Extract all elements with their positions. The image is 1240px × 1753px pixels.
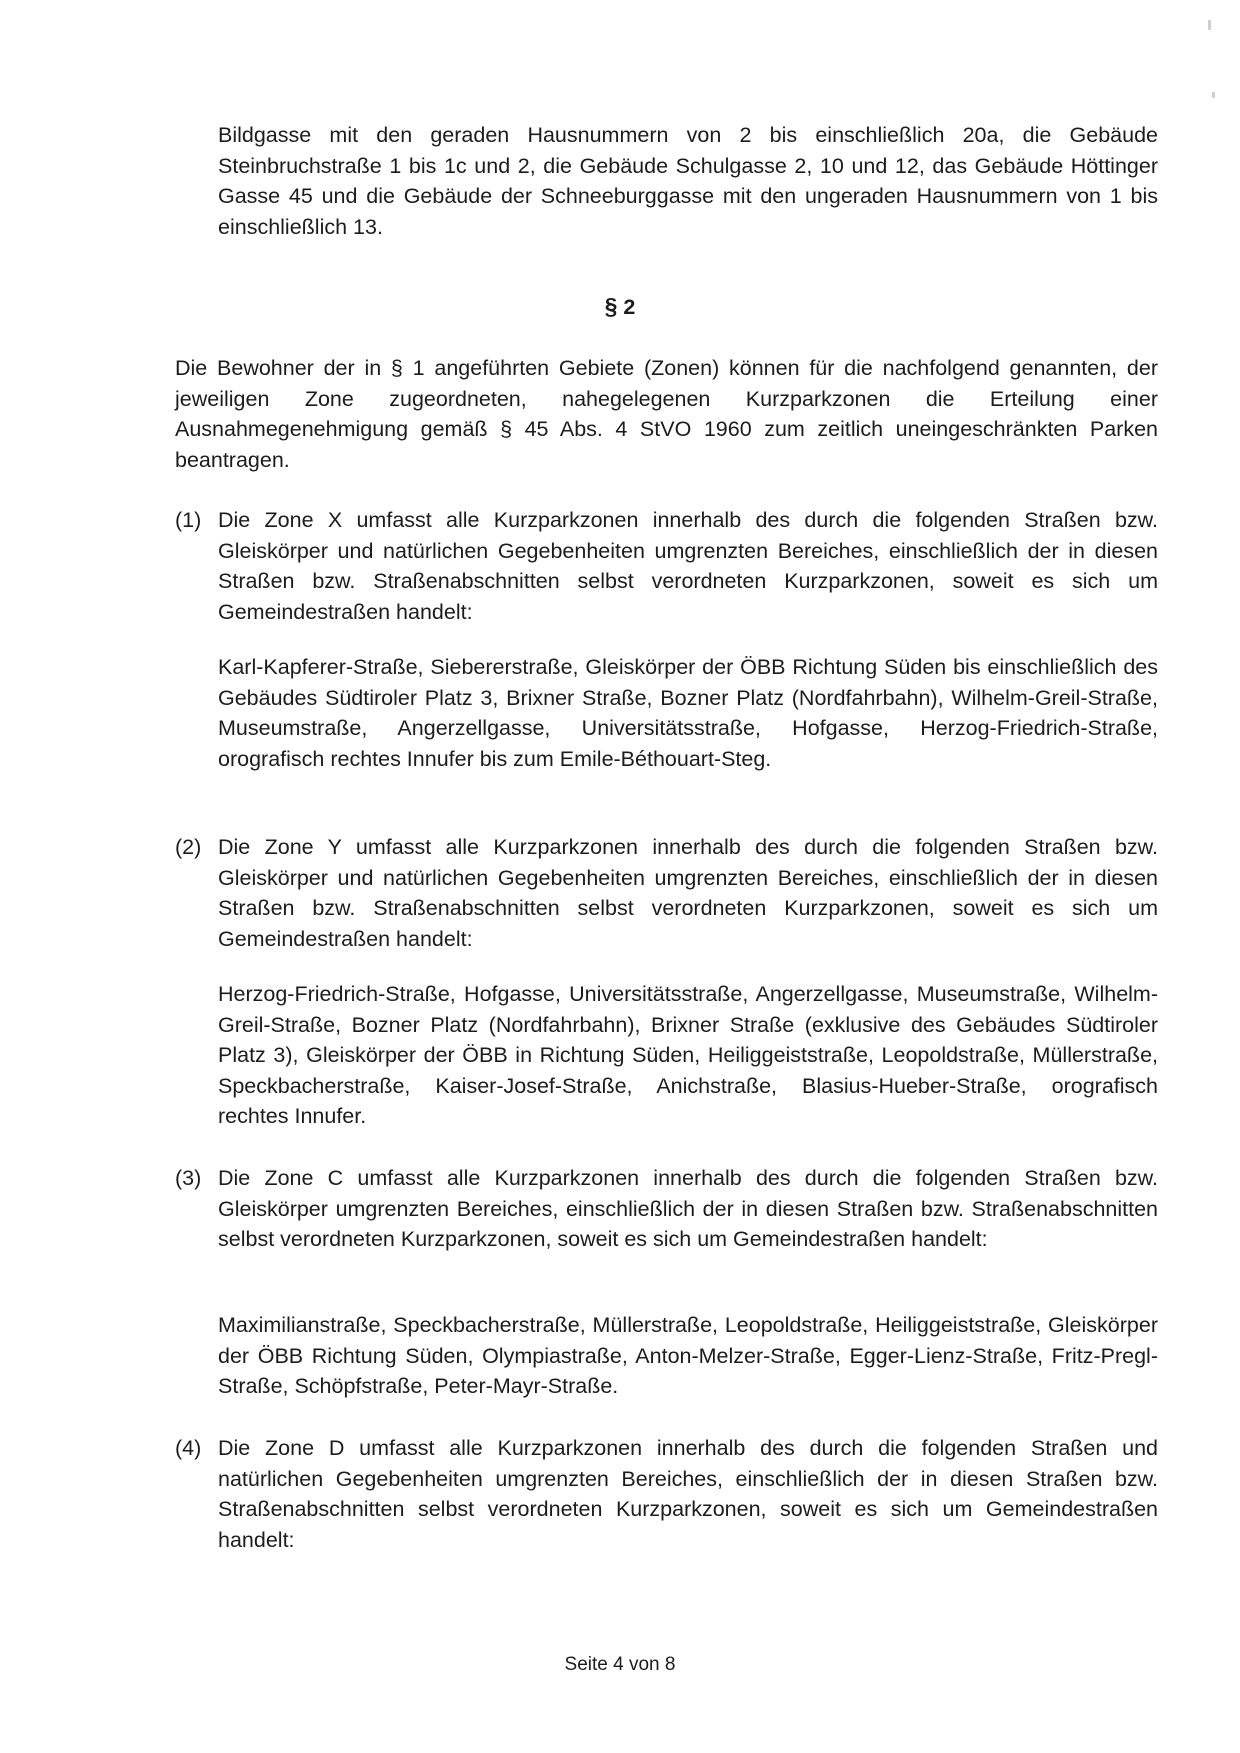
intro-paragraph: Bildgasse mit den geraden Hausnummern von 2 bis einschließlich 20a, die Gebäude Steinbruchstraße 1 bis 1c und 2, die Gebäude Schulgasse 2, 10 und 12, das Gebäude Höttinger Gasse 45 und die Gebäude der Schneeburggasse mit den ungeraden Hausnummern von 1 bis einschließlich 13. bbox=[218, 123, 1158, 239]
item-streets-1: Karl-Kapferer-Straße, Siebererstraße, Gleiskörper der ÖBB Richtung Süden bis einschließlich des Gebäudes Südtiroler Platz 3, Brixner Straße, Bozner Platz (Nordfahrbahn), Wilhelm-Greil-Straße, Museumstraße, Angerzellgasse, Universitätsstraße, Hofgasse, Herzog-Friedrich-Straße, orografisch rechtes Innufer bis zum Emile-Béthouart-Steg. bbox=[218, 655, 1158, 771]
item-streets-3: Maximilianstraße, Speckbacherstraße, Müllerstraße, Leopoldstraße, Heiliggeiststraße, Gleiskörper der ÖBB Richtung Süden, Olympiastraße, Anton-Melzer-Straße, Egger-Lienz-Straße, Fritz-Pregl-Straße, Schöpfstraße, Peter-Mayr-Straße. bbox=[218, 1313, 1158, 1398]
scan-mark bbox=[1208, 20, 1211, 30]
item-number-1: (1) bbox=[175, 508, 202, 532]
scan-mark bbox=[1212, 92, 1215, 98]
item-text-2: Die Zone Y umfasst alle Kurzparkzonen innerhalb des durch die folgenden Straßen bzw. Gleiskörper und natürlichen Gegebenheiten umgrenzten Bereiches, einschließlich der in diesen Straßen bzw. Straßenabschnitten selbst verordneten Kurzparkzonen, soweit es sich um Gemeindestraßen handelt: bbox=[218, 835, 1158, 951]
item-text-4: Die Zone D umfasst alle Kurzparkzonen innerhalb des durch die folgenden Straßen und natürlichen Gegebenheiten umgrenzten Bereiches, einschließlich der in diesen Straßen bzw. Straßenabschnitten selbst verordneten Kurzparkzonen, soweit es sich um Gemeindestraßen handelt: bbox=[218, 1436, 1158, 1552]
item-streets-2: Herzog-Friedrich-Straße, Hofgasse, Universitätsstraße, Angerzellgasse, Museumstraße, Wilhelm-Greil-Straße, Bozner Platz (Nordfahrbahn), Brixner Straße (exklusive des Gebäudes Südtiroler Platz 3), Gleiskörper der ÖBB in Richtung Süden, Heiliggeiststraße, Leopoldstraße, Müllerstraße, Speckbacherstraße, Kaiser-Josef-Straße, Anichstraße, Blasius-Hueber-Straße, orografisch rechtes Innufer. bbox=[218, 982, 1158, 1128]
page-footer: Seite 4 von 8 bbox=[564, 1654, 676, 1675]
item-number-3: (3) bbox=[175, 1166, 202, 1190]
item-number-2: (2) bbox=[175, 835, 202, 859]
paragraph-sign: § bbox=[604, 293, 618, 319]
item-number-4: (4) bbox=[175, 1436, 202, 1460]
lead-paragraph: Die Bewohner der in § 1 angeführten Gebiete (Zonen) können für die nachfolgend genannten, der jeweiligen Zone zugeordneten, nahegelegenen Kurzparkzonen die Erteilung einer Ausnahmegenehmigung gemäß § 45 Abs. 4 StVO 1960 zum zeitlich uneingeschränkten Parken beantragen. bbox=[175, 356, 1158, 472]
item-text-1: Die Zone X umfasst alle Kurzparkzonen innerhalb des durch die folgenden Straßen bzw. Gleiskörper und natürlichen Gegebenheiten umgrenzten Bereiches, einschließlich der in diesen Straßen bzw. Straßenabschnitten selbst verordneten Kurzparkzonen, soweit es sich um Gemeindestraßen handelt: bbox=[218, 508, 1158, 624]
item-text-3: Die Zone C umfasst alle Kurzparkzonen innerhalb des durch die folgenden Straßen bzw. Gleiskörper umgrenzten Bereiches, einschließlich der in diesen Straßen bzw. Straßenabschnitten selbst verordneten Kurzparkzonen, soweit es sich um Gemeindestraßen handelt: bbox=[218, 1166, 1158, 1251]
section-heading bbox=[0, 293, 1240, 320]
section-number: 2 bbox=[623, 295, 636, 319]
